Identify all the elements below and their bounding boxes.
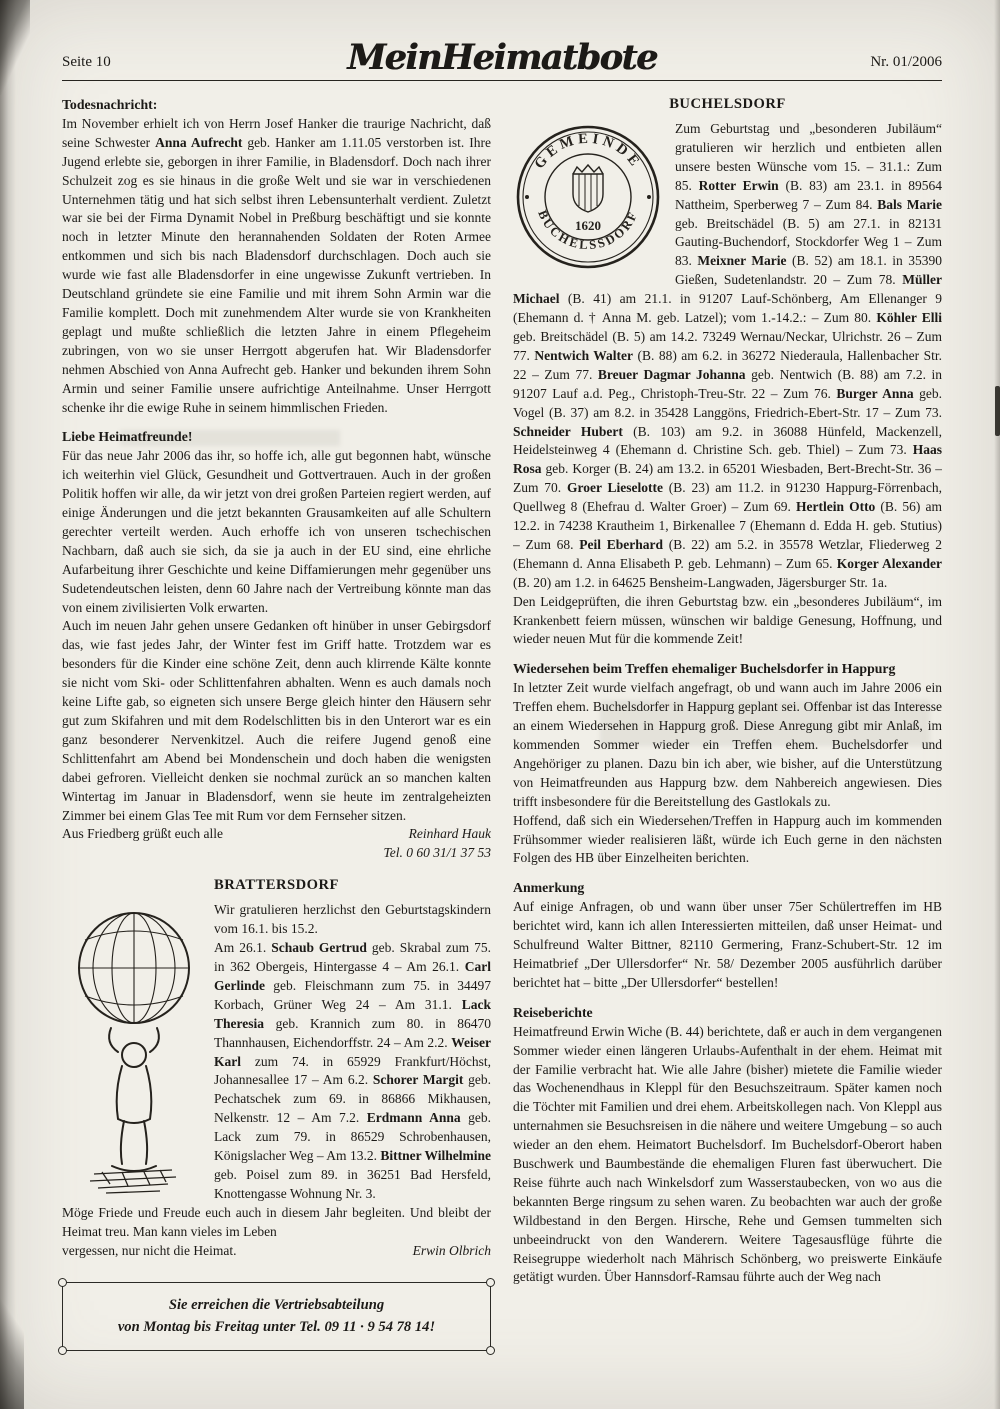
seal-crest — [573, 165, 603, 212]
box-corner-ornament — [58, 1346, 67, 1355]
brattersdorf-signature-row — [62, 1242, 491, 1261]
brattersdorf-intro: Wir gratulieren herzlichst den Geburtstagskindern vom 16.1. bis 15.2. — [214, 902, 491, 937]
seal-year: 1620 — [575, 218, 601, 233]
section-reiseberichte — [513, 1004, 942, 1288]
reiseberichte-text: Heimatfreund Erwin Wiche (B. 44) berichtete, daß er auch in dem vergangenen Sommer wieder einen längeren Urlaubs-Aufenthalt in der ehem. Heimat mit der Familie verbracht hat. Wie alle Jahre (bisher) mietete die Familie wieder das Wochenendhaus in Kleppl für den Besuchszeitraum. Später kamen noch die Töchter mit Familien und drei ehem. Arbeitskollegen nach. Von Kleppl aus unternahmen sie Besuchsreisen in die nähere und weitere Umgebung – so auch wieder an den ehem. Heimatort Buchelsdorf. Im Buchelsdorf-Oberort haben Buschwerk und Baumbestände die ehemaligen Fluren fast überwuchert. Die Reise führte auch nach Winkelsdorf zum Wasserstaubecken, von wo aus die bekannten Berge ringsum zu sehen waren. Zu beobachten war auch der große Wildbestand in den Bergen. Hirsche, Rehe und Gemsen tummelten sich unbeeindruckt von den Wanderern. Weitere Tagesausflüge führte die Reisegruppe wiederholt nach Mährisch Schönberg, wo preiswerte Einkäufe getätigt wurden. Über Hannsdorf-Ramsau führte auch der Weg nach — [513, 1023, 942, 1285]
heimatfreunde-paragraph-1: Für das neue Jahr 2006 das ihr, so hoffe ich, alle gut begonnen habt, wünsche ich weiterhin viel Glück, Gesundheit und Gottvertrauen. Auch in der großen Politik hoffen wir alle, da wir jetzt von drei großen Parteien regiert werden, auf einige Änderungen und die jetzt bekannten Grausamkeiten auf alle Schultern gerechter verteilt werden. Auch erhoffe ich von unseren tschechischen Nachbarn, daß auch sie sich, da sie ja auch in der EU sind, eine ehrliche Aufarbeitung ihrer Geschichte und keine Diffamierungen mehr gegenüber uns Sudetendeutschen leisten, denn 60 Jahre nach der Vertreibung könnte man das von einem zivilisierten Volk erwarten. — [62, 448, 491, 615]
seal-top-text: GEMEINDE — [531, 130, 645, 173]
brattersdorf-heading: BRATTERSDORF — [214, 877, 339, 894]
section-anmerkung — [513, 879, 942, 992]
left-column — [62, 96, 491, 1351]
right-column — [513, 96, 942, 1351]
vertrieb-notice-box — [62, 1282, 491, 1351]
section-wiedersehen — [513, 660, 942, 868]
brattersdorf-closing-end: vergessen, nur nicht die Heimat. — [62, 1242, 237, 1258]
scan-corner-bottom-left — [0, 1274, 24, 1409]
wiedersehen-paragraph-2: Hoffend, daß sich ein Wiedersehen/Treffen in Happurg auch im kommenden Frühsommer wieder realisieren läßt, würde ich Euch gerne in den nächsten Folgen des HB über Einzelheiten berichten. — [513, 812, 942, 866]
anmerkung-text: Auf einige Anfragen, ob und wann über unser 75er Schülertreffen im HB berichtet wird, kann ich allen Interessierten mitteilen, daß unser Heimat- und Schulfreund Walter Bittner, 82110 Germering, Franz-Schubert-Str. 12 im Heimatbrief „Der Ullersdorfer“ Nr. 58/ Dezember 2005 ausführlich darüber berichtet hat – bitte „Der Ullersdorfer“ bestellen! — [513, 899, 942, 990]
section-todesnachricht — [62, 96, 491, 417]
issue-number: Nr. 01/2006 — [870, 54, 942, 70]
buchelsdorf-birthday-list: Zum Geburtstag und „besonderen Jubiläum“ gratulieren wir herzlich und entbieten allen unsere besten Wünsche vom 15. – 31.1.: Zum 85. Rotter Erwin (B. 83) am 23.1. in 89564 Nattheim, Sperberweg 7 – Zum 84. Bals Marie geb. Breitschädel (B. 5) am 27.1. in 82131 Gauting-Buchendorf, Stockdorfer Weg 1 – Zum 83. Meixner Marie (B. 52) am 18.1. in 35390 Gießen, Sudetenlandstr. 20 – Zum 78. Müller Michael (B. 41) am 21.1. in 91207 Lauf-Schönberg, Am Ellenanger 9 (Ehemann d. † Anna M. geb. Latzel); vom 1.-14.2.: – Zum 80. Köhler Elli geb. Breitschädel (B. 5) am 14.2. 73249 Wernau/Neckar, Ulrichstr. 26 – Zum 77. Nentwich Walter (B. 88) am 6.2. in 36272 Niederaula, Hallenbacher Str. 22 – Zum 77. Breuer Dagmar Johanna geb. Nentwich (B. 88) am 7.2. in 91207 Lauf a.d. Peg., Christoph-Treu-Str. 22 – Zum 76. Burger Anna geb. Vogel (B. 37) am 8.2. in 35428 Langgöns, Friedrich-Ebert-Str. 17 – Zum 73. Schneider Hubert (B. 103) am 9.2. in 36088 Hünfeld, Mackenzell, Heidelsteinweg 4 (Ehemann d. Christine Sch. geb. Thiel) – Zum 73. Haas Rosa geb. Korger (B. 24) am 13.2. in 65201 Wiesbaden, Bert-Brecht-Str. 36 – Zum 70. Groer Lieselotte (B. 23) am 11.2. in 91230 Happurg-Förrenbach, Quellweg 8 (Ehefrau d. Walter Groer) – Zum 69. Hertlein Otto (B. 56) am 12.2. in 74238 Krautheim 1, Birkenallee 7 (Ehemann d. Edda H. geb. Stutius) – Zum 68. Peil Eberhard (B. 22) am 5.2. in 35578 Wetzlar, Fliederweg 2 (Ehemann d. Anna Elisabeth P. geb. Lehmann) – Zum 65. Korger Alexander (B. 20) am 1.2. in 64625 Bensheim-Langwaden, Jägersburger Str. 1a. — [513, 121, 942, 590]
section-brattersdorf — [62, 874, 491, 1260]
globe-bearer-illustration — [62, 904, 202, 1198]
scan-corner-top-left — [0, 0, 30, 95]
masthead-title: MeinHeimatbote — [347, 37, 657, 78]
brattersdorf-signature-name: Erwin Olbrich — [412, 1242, 491, 1258]
heimatfreunde-paragraph-2: Auch im neuen Jahr gehen unsere Gedanken oft hinüber in unser Gebirgsdorf das, wie fast jedes Jahr, der Winter fest im Griff hatte. Trotzdem war es besonders für die Kinder eine schöne Zeit, denn auch klirrende Kälte konnte sie nicht vom Ski- oder Schlittenfahren abhalten. Wenn es auch damals noch keine Lifte gab, so eigneten sich unsere Berge gleich hinter den Häusern sehr gut zum Skifahren und mit dem Rodelschlitten bis in den Unterort war es ein ganz besonderer Nervenkitzel. Auch die reifere Jugend genoß eine Schlittenfahrt am Abend bei Mondenschein und doch haben die wenigsten dabei gefroren. Vielleicht denken sie nochmal zurück an so manchen kalten Wintertag im Januar in Bladensdorf, wenn sie heute im zentralgeheizten Zimmer bei einem Glas Tee mit Rum vor dem Fernseher sitzen. — [62, 618, 491, 823]
box-corner-ornament — [486, 1346, 495, 1355]
wiedersehen-heading: Wiedersehen beim Treffen ehemaliger Buchelsdorfer in Happurg — [513, 661, 896, 677]
header-divider — [62, 80, 942, 81]
brattersdorf-closing: Möge Friede und Freude euch auch in diesem Jahr begleiten. Und bleibt der Heimat treu. Man kann vieles im Leben — [62, 1204, 491, 1239]
wiedersehen-paragraph-1: In letzter Zeit wurde vielfach angefragt, ob und wann auch im Jahre 2006 ein Treffen ehem. Buchelsdorfer in Happurg geplant sei. Offenbar ist das Interesse an einem Wiedersehen in Happurg groß. Diese Anregung gibt mir Anlaß, im kommenden Sommer wieder ein Treffen ehem. Buchelsdorfer und Angehöriger zu planen. Dazu bin ich aber, wie bisher, auf die Unterstützung von Heimatfreunden aus Happurg bzw. dem Nahbereich angewiesen. Dies trifft insbesondere für die Bereitstellung des Gastlokals zu. — [513, 680, 942, 809]
buchelsdorf-heading: BUCHELSDORF — [669, 96, 786, 112]
signature-row — [62, 825, 491, 844]
notice-line-1: Sie erreichen die Vertriebsabteilung — [168, 1297, 385, 1314]
section-liebe-heimatfreunde — [62, 428, 491, 863]
scan-edge-left — [0, 0, 16, 1409]
todesnachricht-text: Im November erhielt ich von Herrn Josef Hanker die traurige Nachricht, daß seine Schwester Anna Aufrecht geb. Hanker am 1.11.05 verstorben ist. Ihre Jugend erlebte sie, geborgen in ihrer Familie, in Bladensdorf. Doch nach ihrer Schulzeit zog es sie hinaus in die große Welt und sie war in verschiedenen Unternehmen tätig und hat sich selbst ihren Lebensunterhalt verdient. Zuletzt war sie bei der Firma Dynamit Nobel in Preßburg beschäftigt und sie konnte noch in letzter Minute den herannahenden Soldaten der Roten Armee entkommen und sich bis nach Bladensdorf durchschlagen. Doch auch sie wurde wie fast alle Bladensdorfer in eine ungewisse Zukunft vertrieben. In Deutschland gründete sie eine Familie und mit ihrem Sohn Armin war die Familie komplett. Doch mit zunehmendem Alter wurde sie von Krankheiten geplagt und mußte schließlich die letzten Jahre in einem Pflegeheim zubringen, von wo sie unser Herrgott abgerufen hat. Wir Bladensdorfer nehmen Abschied von Anna Aufrecht geb. Hanker und bekunden ihrem Sohn Armin und seiner Familie unsere aufrichtige Anteilnahme. Unser Herrgott schenke ihr die ewige Ruhe in seinem himmlischen Frieden. — [62, 115, 491, 415]
buchelsdorf-note: Den Leidgeprüften, die ihren Geburtstag bzw. ein „besonderes Jubiläum“, im Krankenbett feiern müssen, wünschen wir baldige Genesung, Hoffnung, und wieder neuen Mut für die kommende Zeit! — [513, 593, 942, 647]
two-column-layout — [62, 96, 942, 1351]
todesnachricht-heading: Todesnachricht: — [62, 97, 158, 112]
reiseberichte-heading: Reiseberichte — [513, 1004, 593, 1020]
anmerkung-heading: Anmerkung — [513, 880, 585, 896]
box-corner-ornament — [58, 1278, 67, 1287]
gemeinde-buchelsdorf-seal — [513, 122, 663, 272]
page-number: Seite 10 — [62, 54, 111, 70]
section-buchelsdorf — [513, 96, 942, 649]
scan-edge-right — [994, 0, 1000, 1409]
box-corner-ornament — [486, 1278, 495, 1287]
scan-mark-right — [995, 386, 1000, 436]
signature-phone: Tel. 0 60 31/1 37 53 — [383, 845, 491, 861]
notice-line-2: von Montag bis Freitag unter Tel. 09 11 · 9 54 78 14! — [117, 1319, 436, 1336]
signature-greeting: Aus Friedberg grüßt euch alle — [62, 826, 223, 842]
page-header — [62, 37, 942, 78]
page-content — [62, 37, 942, 1351]
signature-name: Reinhard Hauk — [408, 826, 491, 842]
seal-bottom-text: BUCHELSSDORF — [535, 208, 641, 253]
brattersdorf-birthday-list: Am 26.1. Schaub Gertrud geb. Skrabal zum 75. in 362 Obergeis, Hintergasse 4 – Am 26.1. Carl Gerlinde geb. Fleischmann zum 75. in 34497 Korbach, Grüner Weg 24 – Am 31.1. Lack Theresia geb. Krannich zum 80. in 86470 Thannhausen, Eichendorffstr. 24 – Am 2.2. Weiser Karl zum 74. in 65929 Frankfurt/Höchst, Johannesallee 17 – Am 6.2. Schorer Margit geb. Pechatschek zum 69. in 86866 Mikhausen, Nelkenstr. 12 – Am 7.2. Erdmann Anna geb. Lack zum 79. in 86529 Schrobenhausen, Königslacher Weg – Am 13.2. Bittner Wilhelmine geb. Poisel zum 89. in 36251 Bad Hersfeld, Knottengasse Wohnung Nr. 3. — [214, 940, 491, 1201]
heimatfreunde-heading: Liebe Heimatfreunde! — [62, 429, 193, 445]
